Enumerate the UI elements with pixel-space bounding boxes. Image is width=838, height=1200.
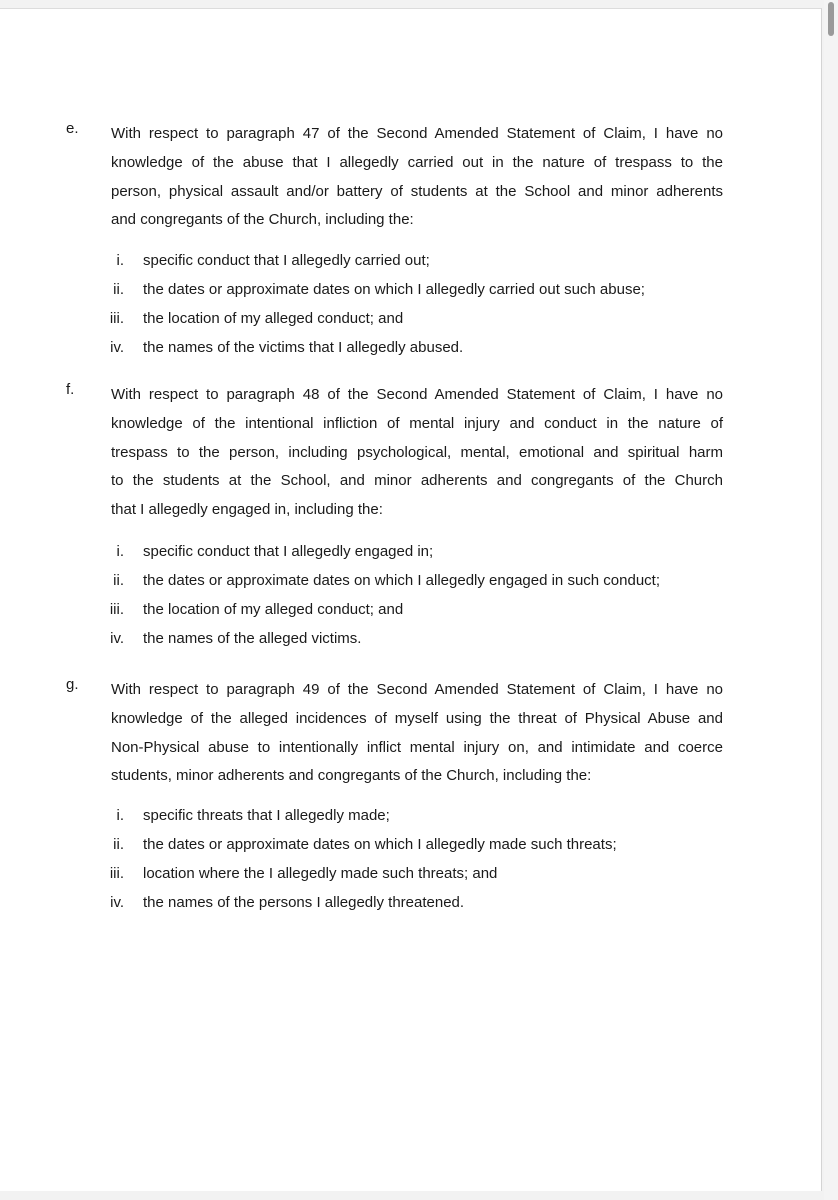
- paragraph-line: students, minor adherents and congregants of the Church, including the:: [111, 767, 592, 785]
- paragraph-line: With respect to paragraph 48 of the Second Amended Statement of Claim, I have no: [111, 386, 723, 403]
- paragraph-letter: f.: [66, 381, 75, 398]
- list-item: [0, 281, 821, 309]
- list-item: [0, 543, 821, 571]
- list-item: [0, 601, 821, 629]
- list-item-text: the names of the victims that I allegedly abused.: [143, 339, 464, 356]
- list-item-text: the names of the alleged victims.: [143, 630, 362, 647]
- list-item-text: the dates or approximate dates on which I allegedly carried out such abuse;: [143, 281, 645, 298]
- list-item-text: the names of the persons I allegedly threatened.: [143, 894, 465, 911]
- paragraph-line: trespass to the person, including psychological, mental, emotional and spiritual harm: [111, 443, 723, 461]
- list-item-text: the location of my alleged conduct; and: [143, 310, 404, 327]
- list-item-number: i.: [116, 252, 124, 269]
- list-item: [0, 572, 821, 600]
- list-item-number: ii.: [113, 836, 124, 853]
- paragraph-line: knowledge of the intentional infliction of mental injury and conduct in the nature of: [111, 414, 723, 432]
- list-item: [0, 836, 821, 864]
- list-item-text: specific conduct that I allegedly engaged in;: [143, 543, 434, 560]
- paragraph-line: knowledge of the abuse that I allegedly carried out in the nature of trespass to the: [111, 153, 723, 171]
- paragraph-line: With respect to paragraph 49 of the Second Amended Statement of Claim, I have no: [111, 681, 723, 698]
- list-item: [0, 339, 821, 367]
- list-item-number: ii.: [113, 281, 124, 298]
- list-item: [0, 807, 821, 835]
- scrollbar-thumb[interactable]: [828, 2, 834, 36]
- list-item-number: i.: [116, 807, 124, 824]
- list-item-number: i.: [116, 543, 124, 560]
- paragraph-line: person, physical assault and/or battery of students at the School and minor adherents: [111, 182, 723, 200]
- paragraph-text: [111, 676, 723, 791]
- paragraph-letter: e.: [66, 120, 79, 137]
- paragraph-line: Non-Physical abuse to intentionally inflict mental injury on, and intimidate and coerce: [111, 738, 723, 756]
- list-item: [0, 865, 821, 893]
- paragraph-line: and congregants of the Church, including the:: [111, 211, 414, 229]
- paragraph-letter: g.: [66, 676, 79, 693]
- list-item-text: specific conduct that I allegedly carried out;: [143, 252, 430, 269]
- list-item-number: iii.: [109, 601, 124, 618]
- list-item: [0, 894, 821, 922]
- document-page: [0, 8, 822, 1191]
- list-item-number: iv.: [110, 630, 124, 647]
- list-item-number: iii.: [109, 865, 124, 882]
- paragraph-text: [111, 381, 723, 525]
- paragraph-text: [111, 120, 723, 235]
- list-item-text: location where the I allegedly made such threats; and: [143, 865, 498, 882]
- paragraph-line: knowledge of the alleged incidences of myself using the threat of Physical Abuse and: [111, 709, 723, 727]
- list-item-text: the dates or approximate dates on which I allegedly made such threats;: [143, 836, 617, 853]
- list-item: [0, 630, 821, 658]
- list-item-text: the dates or approximate dates on which I allegedly engaged in such conduct;: [143, 572, 661, 589]
- paragraph-line: that I allegedly engaged in, including the:: [111, 501, 383, 519]
- paragraph-line: to the students at the School, and minor adherents and congregants of the Church: [111, 472, 723, 490]
- list-item-text: specific threats that I allegedly made;: [143, 807, 390, 824]
- list-item-number: iv.: [110, 894, 124, 911]
- list-item-number: ii.: [113, 572, 124, 589]
- list-item-text: the location of my alleged conduct; and: [143, 601, 404, 618]
- list-item: [0, 252, 821, 280]
- list-item: [0, 310, 821, 338]
- list-item-number: iii.: [109, 310, 124, 327]
- paragraph-line: With respect to paragraph 47 of the Second Amended Statement of Claim, I have no: [111, 125, 723, 142]
- list-item-number: iv.: [110, 339, 124, 356]
- vertical-scrollbar[interactable]: [824, 0, 838, 1200]
